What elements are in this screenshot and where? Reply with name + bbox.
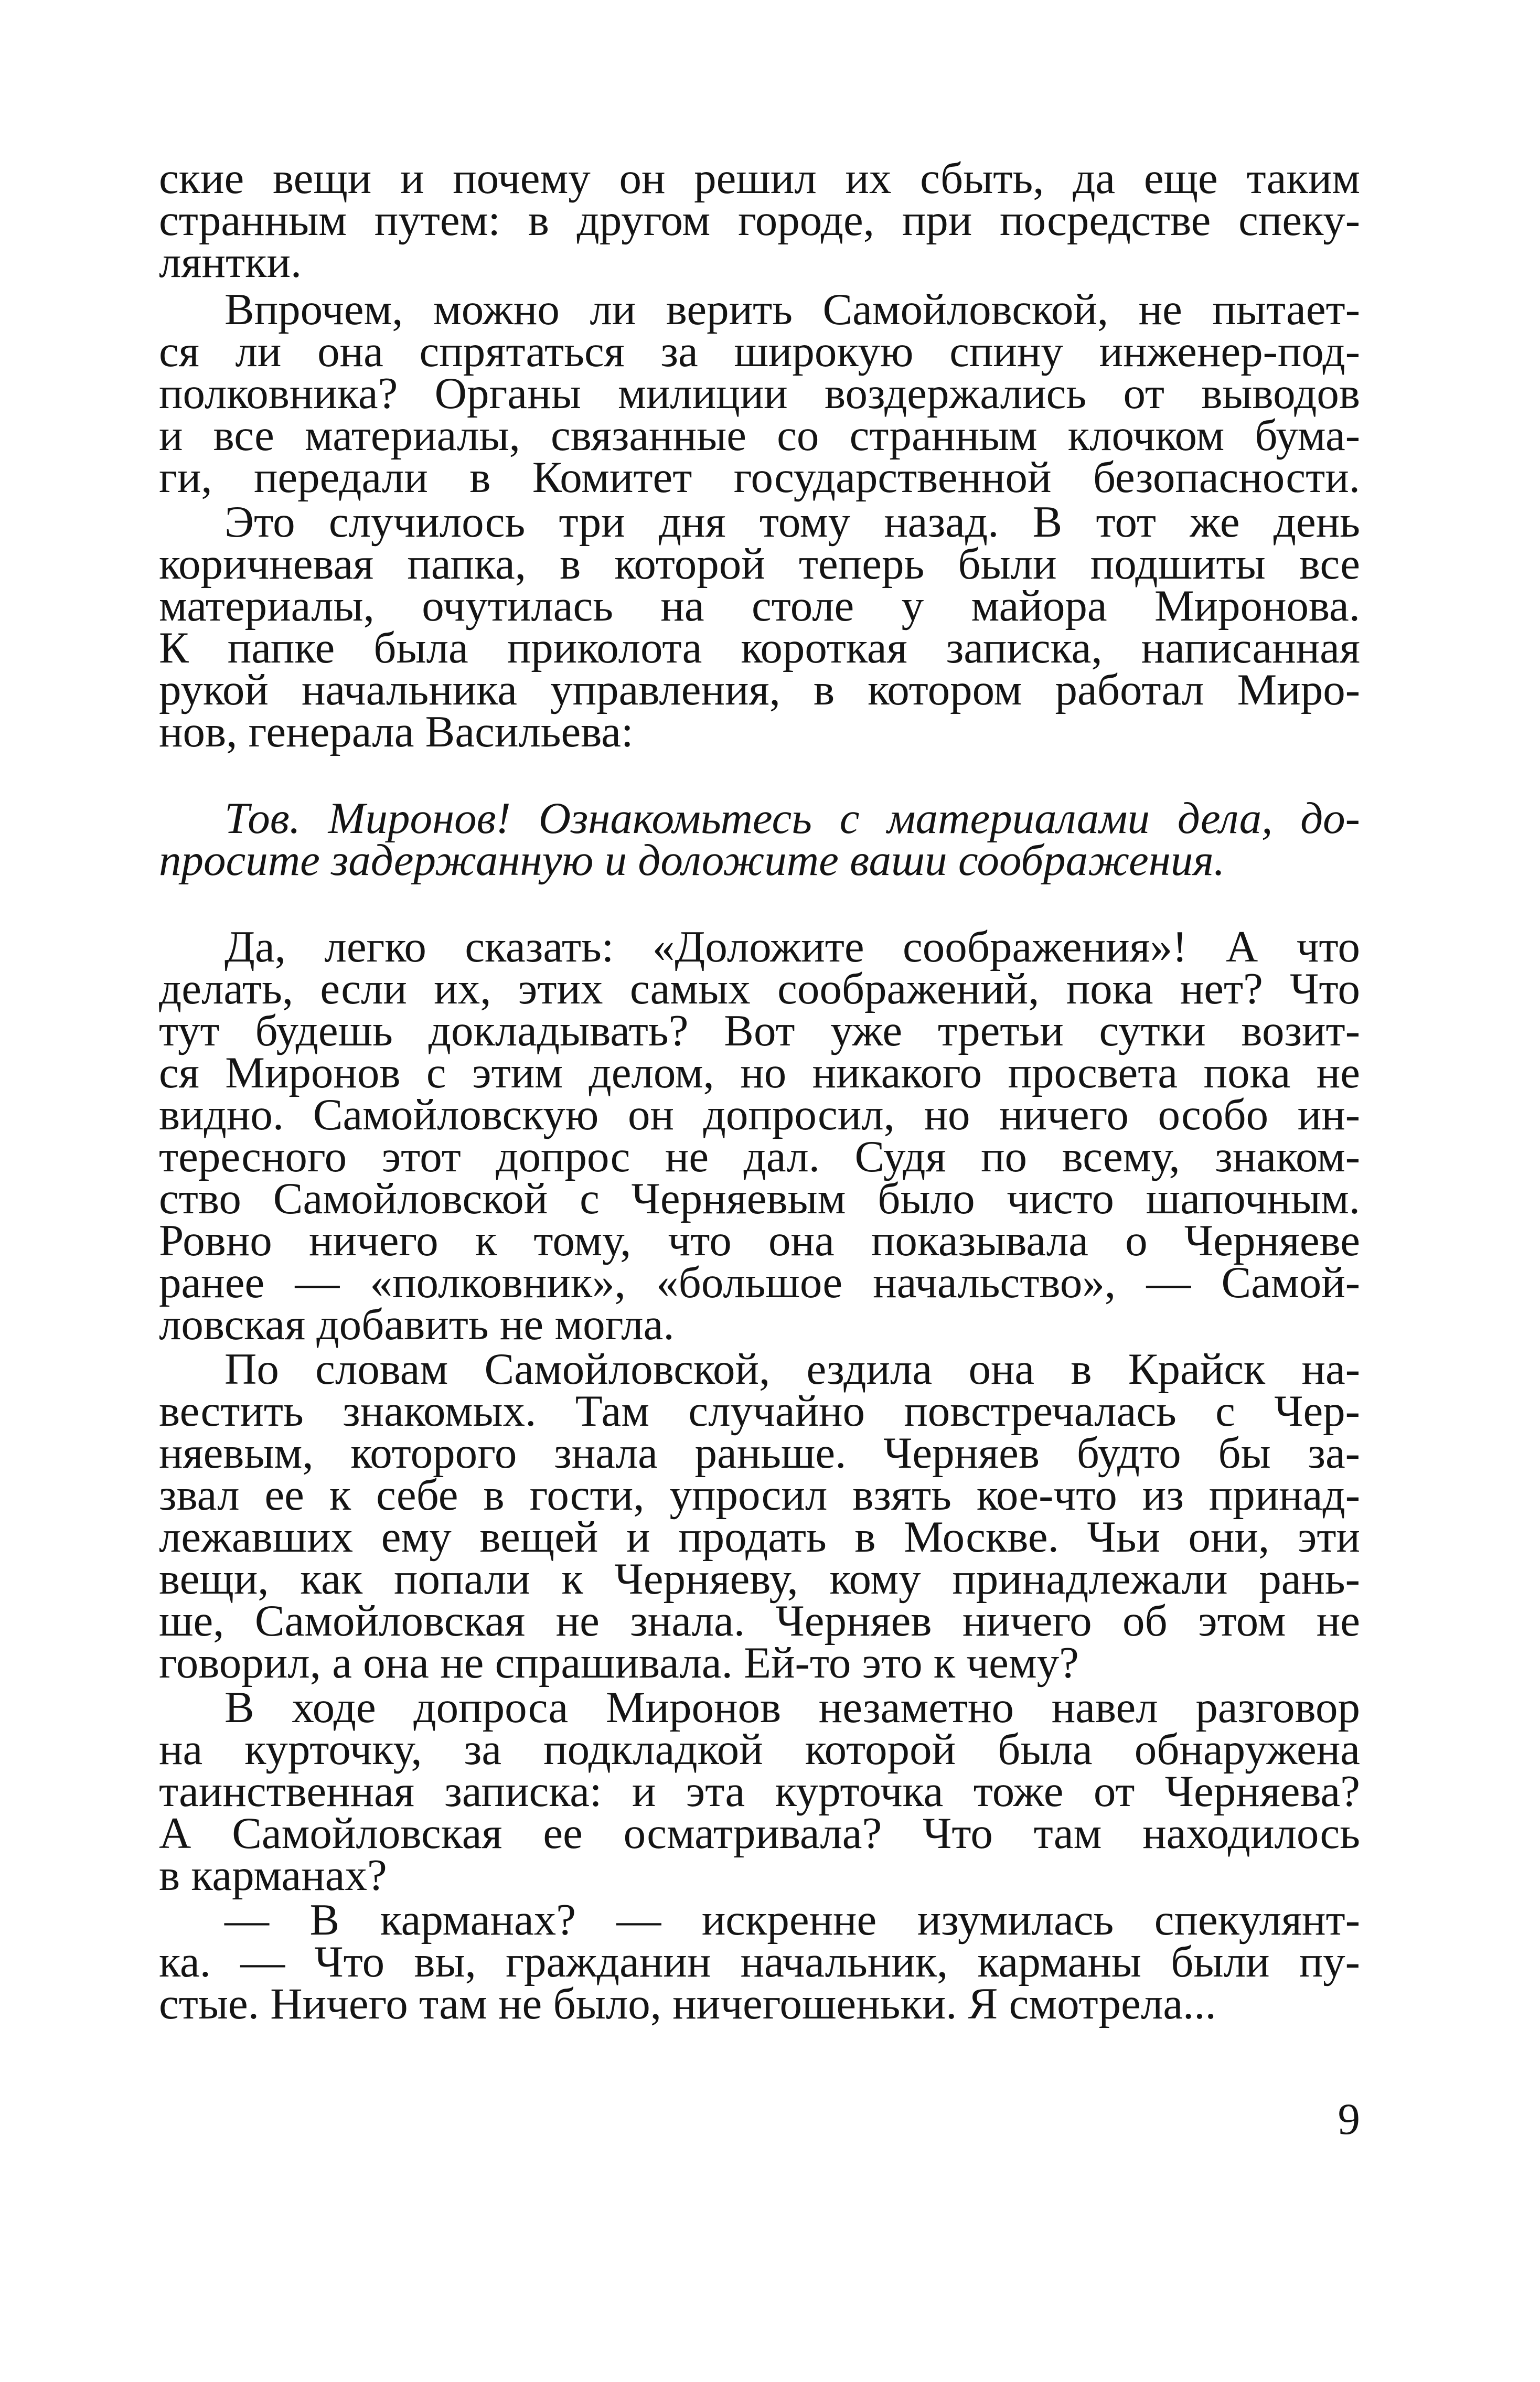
text-line: По словам Самойловской, ездила она в Крайск на- (224, 1344, 1360, 1394)
text-line: ги, передали в Комитет государственной безопасности. (159, 453, 1360, 502)
memo-line: просите задержанную и доложите ваши соображения. (159, 836, 1225, 885)
text-line: таинственная записка: и эта курточка тоже от Черняева? (159, 1767, 1360, 1816)
text-line: звал ее к себе в гости, упросил взять кое-что из принад- (159, 1470, 1360, 1520)
text-line: вещи, как попали к Черняеву, кому принадлежали рань- (159, 1554, 1360, 1604)
text-line: полковника? Органы милиции воздержались от выводов (159, 369, 1360, 418)
text-line: тут будешь докладывать? Вот уже третьи сутки возит- (159, 1006, 1360, 1055)
text-line: ся ли она спрятаться за широкую спину инженер-под- (159, 327, 1360, 376)
text-line: ше, Самойловская не знала. Черняев ничего об этом не (159, 1596, 1360, 1646)
text-line: ка. — Что вы, гражданин начальник, карманы были пу- (159, 1937, 1360, 1986)
text-line: коричневая папка, в которой теперь были подшиты все (159, 539, 1360, 589)
text-line: тересного этот допрос не дал. Судя по всему, знаком- (159, 1132, 1360, 1181)
text-line: стые. Ничего там не было, ничегошеньки. Я смотрела... (159, 1979, 1216, 2028)
text-line: Это случилось три дня тому назад. В тот же день (224, 497, 1360, 547)
text-line: нов, генерала Васильева: (159, 707, 634, 756)
text-line: ранее — «полковник», «большое начальство», — Самой- (159, 1258, 1360, 1307)
text-line: Впрочем, можно ли верить Самойловской, не пытает- (224, 285, 1360, 334)
text-line: Да, легко сказать: «Доложите соображения»! А что (224, 922, 1360, 971)
text-line: говорил, а она не спрашивала. Ей-то это к чему? (159, 1638, 1079, 1687)
text-line: видно. Самойловскую он допросил, но ничего особо ин- (159, 1090, 1360, 1139)
text-line: на курточку, за подкладкой которой была обнаружена (159, 1725, 1360, 1774)
text-line: вестить знакомых. Там случайно повстречалась с Чер- (159, 1386, 1360, 1436)
text-line: ловская добавить не могла. (159, 1300, 675, 1349)
text-line: ся Миронов с этим делом, но никакого просвета пока не (159, 1048, 1360, 1097)
text-line: ство Самойловской с Черняевым было чисто шапочным. (159, 1174, 1360, 1223)
text-line: Ровно ничего к тому, что она показывала о Черняеве (159, 1216, 1360, 1265)
text-line: и все материалы, связанные со странным клочком бума- (159, 411, 1360, 460)
page-number: 9 (1338, 2095, 1360, 2144)
memo-line: Тов. Миронов! Ознакомьтесь с материалами дела, до- (224, 794, 1360, 843)
text-line: ские вещи и почему он решил их сбыть, да еще таким (159, 154, 1360, 203)
text-line: делать, если их, этих самых соображений, пока нет? Что (159, 964, 1360, 1013)
text-line: няевым, которого знала раньше. Черняев будто бы за- (159, 1428, 1360, 1478)
text-line: лянтки. (159, 238, 302, 287)
text-line: лежавших ему вещей и продать в Москве. Чьи они, эти (159, 1512, 1360, 1562)
text-line: в карманах? (159, 1851, 387, 1900)
text-line: странным путем: в другом городе, при посредстве спеку- (159, 196, 1360, 245)
text-line: В ходе допроса Миронов незаметно навел разговор (224, 1683, 1360, 1732)
text-line: рукой начальника управления, в котором работал Миро- (159, 665, 1360, 714)
text-line: А Самойловская ее осматривала? Что там находилось (159, 1809, 1360, 1858)
text-line: К папке была приколота короткая записка, написанная (159, 623, 1360, 672)
text-line: материалы, очутилась на столе у майора Миронова. (159, 581, 1360, 631)
text-line: — В карманах? — искренне изумилась спекулянт- (224, 1895, 1360, 1945)
